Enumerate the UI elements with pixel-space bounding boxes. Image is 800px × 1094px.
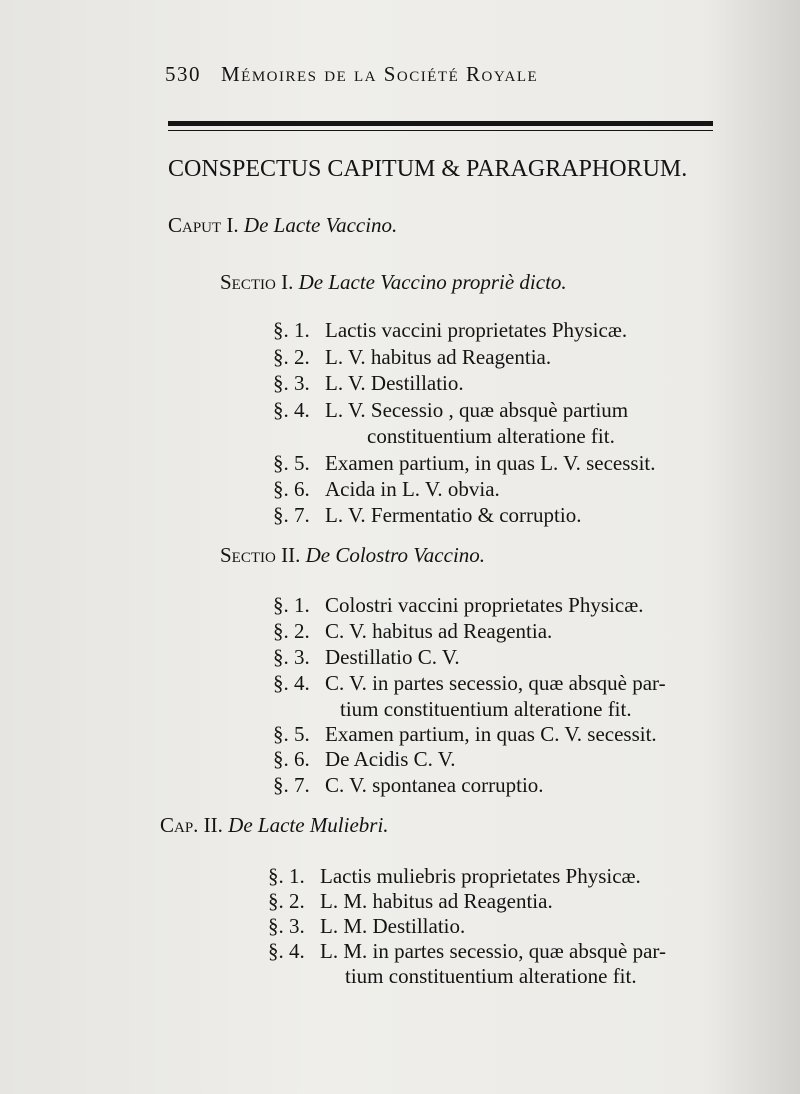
list-item — [273, 619, 552, 644]
paragraph-text: L. V. Fermentatio & corruptio. — [325, 503, 582, 527]
sectio-2-heading — [220, 543, 485, 568]
list-item — [273, 318, 627, 343]
caput-2-title: De Lacte Muliebri. — [228, 813, 389, 837]
list-item — [273, 345, 551, 370]
paragraph-text-continued: tium constituentium alteratione fit. — [340, 697, 632, 721]
caput-2-heading — [160, 813, 389, 838]
paragraph-number: §. 2. — [273, 619, 310, 643]
list-item — [268, 889, 553, 914]
caput-2-label: Cap. II. — [160, 813, 223, 837]
list-item — [273, 671, 666, 696]
paragraph-text: L. V. habitus ad Reagentia. — [325, 345, 552, 369]
paragraph-text: L. M. in partes secessio, quæ absquè par- — [320, 939, 666, 963]
paragraph-text: De Acidis C. V. — [325, 747, 456, 771]
caput-1-heading — [168, 213, 397, 238]
paragraph-text: L. V. Secessio , quæ absquè partium — [325, 398, 629, 422]
list-item — [273, 747, 456, 772]
list-item — [273, 773, 544, 798]
paragraph-text: L. M. Destillatio. — [320, 914, 466, 938]
paragraph-number: §. 7. — [273, 503, 310, 527]
paragraph-text: Colostri vaccini proprietates Physicæ. — [325, 593, 644, 617]
paragraph-number: §. 3. — [273, 645, 310, 669]
paragraph-number: §. 4. — [273, 671, 310, 695]
list-item — [273, 645, 460, 670]
paragraph-number: §. 5. — [273, 451, 310, 475]
contents-title: CONSPECTUS CAPITUM & PARAGRAPHORUM. — [168, 156, 688, 182]
sectio-2-title: De Colostro Vaccino. — [305, 543, 486, 567]
caput-1-label: Caput I. — [168, 213, 239, 237]
paragraph-text: C. V. spontanea corruptio. — [325, 773, 544, 797]
paragraph-text: C. V. in partes secessio, quæ absquè par- — [325, 671, 666, 695]
page-number: 530 — [165, 62, 201, 86]
sectio-2-label: Sectio II. — [220, 543, 301, 567]
paragraph-text: Lactis muliebris proprietates Physicæ. — [320, 864, 641, 888]
running-title: Mémoires de la Société Royale — [221, 62, 539, 86]
list-item — [273, 398, 628, 423]
paragraph-text: L. M. habitus ad Reagentia. — [320, 889, 553, 913]
sectio-1-title: De Lacte Vaccino propriè dicto. — [298, 270, 567, 294]
paragraph-number: §. 3. — [273, 371, 310, 395]
list-item — [273, 593, 643, 618]
list-item — [273, 451, 656, 476]
sectio-1-label: Sectio I. — [220, 270, 294, 294]
header-rule-thick — [168, 121, 713, 126]
paragraph-number: §. 2. — [273, 345, 310, 369]
paragraph-number: §. 3. — [268, 914, 305, 938]
paragraph-number: §. 1. — [273, 318, 310, 342]
list-item — [268, 939, 666, 964]
paragraph-number: §. 5. — [273, 722, 310, 746]
paragraph-number: §. 6. — [273, 747, 310, 771]
paragraph-text-continued: tium constituentium alteratione fit. — [345, 964, 637, 988]
paragraph-number: §. 4. — [268, 939, 305, 963]
paragraph-text-continued: constituentium alteratione fit. — [367, 424, 615, 448]
paragraph-number: §. 4. — [273, 398, 310, 422]
sectio-1-heading — [220, 270, 567, 295]
paragraph-number: §. 7. — [273, 773, 310, 797]
paragraph-text: Lactis vaccini proprietates Physicæ. — [325, 318, 628, 342]
paragraph-text: L. V. Destillatio. — [325, 371, 464, 395]
paragraph-number: §. 1. — [268, 864, 305, 888]
paragraph-text: C. V. habitus ad Reagentia. — [325, 619, 553, 643]
list-item — [273, 371, 464, 396]
paragraph-text: Acida in L. V. obvia. — [325, 477, 500, 501]
running-header — [165, 62, 670, 87]
list-item — [268, 864, 641, 889]
paragraph-text: Examen partium, in quas C. V. secessit. — [325, 722, 657, 746]
paragraph-number: §. 6. — [273, 477, 310, 501]
paragraph-text: Destillatio C. V. — [325, 645, 460, 669]
list-item — [273, 477, 500, 502]
paragraph-text: Examen partium, in quas L. V. secessit. — [325, 451, 656, 475]
caput-1-title: De Lacte Vaccino. — [243, 213, 398, 237]
paragraph-number: §. 2. — [268, 889, 305, 913]
header-rule-thin — [168, 130, 713, 131]
list-item — [273, 722, 657, 747]
list-item — [268, 914, 465, 939]
paragraph-number: §. 1. — [273, 593, 310, 617]
list-item — [273, 503, 581, 528]
